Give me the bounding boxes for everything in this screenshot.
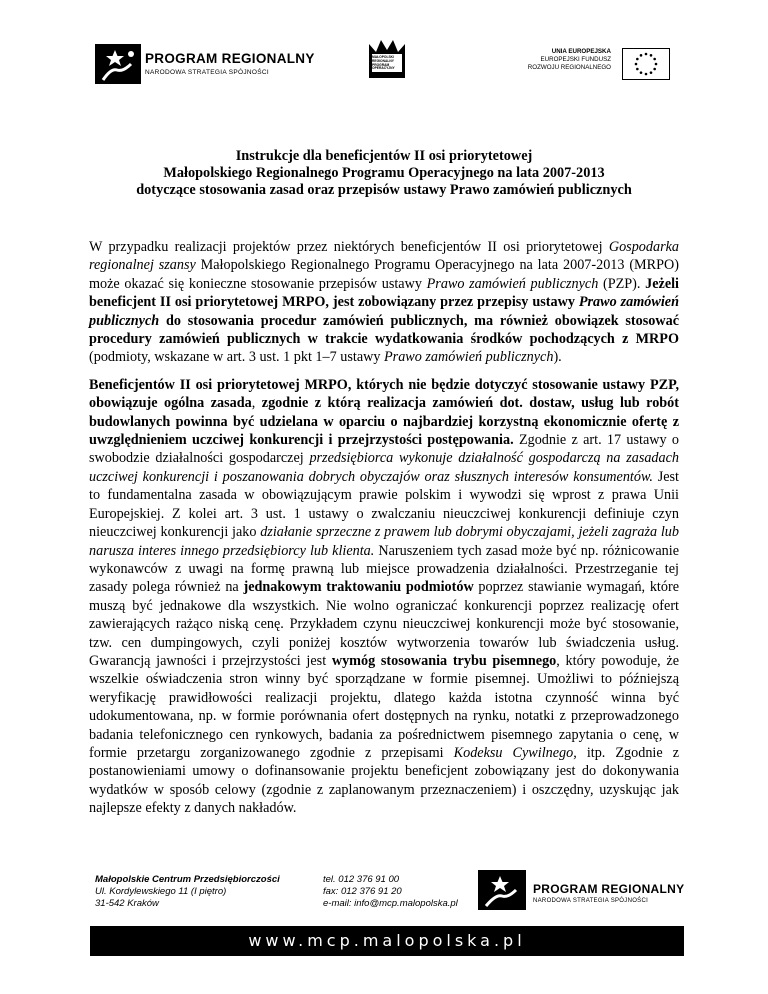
text-run: , który powoduje, że wszelkie oświadczenia stron winny być sporządzane w formie pisemnej. Umożliwi to późniejszą weryfikację prawidłowości realizacji projektu, dlatego każda istotna czynność winna być udokumentowana, np. w formie porównania ofert dostępnych na rynku, notatki z przeprowadzonego badania telefonicznego cen rynkowych, badania za pośrednictwem pisemnego zapytania o cenę, w formie przetargu zorganizowanego zgodnie z przepisami — [89, 652, 679, 761]
eu-star-icon — [650, 71, 653, 74]
text-run: (podmioty, wskazane w art. 3 ust. 1 pkt 1–7 ustawy — [89, 349, 384, 366]
eu-star-icon — [636, 58, 639, 61]
eu-logo-text: UNIA EUROPEJSKA EUROPEJSKI FUNDUSZ ROZWOJU REGIONALNEGO — [527, 48, 611, 71]
program-logo-title: PROGRAM REGIONALNY — [145, 51, 315, 66]
eu-star-icon — [636, 68, 639, 71]
text-run: Prawo zamówień publicznych — [426, 275, 599, 292]
text-run: Małopolskiego Regionalnego Programu Operacyjnego na lata 2007-2013 (MRPO) może okazać się konieczne stosowanie przepisów ustawy — [89, 257, 679, 292]
footer-street: Ul. Kordylewskiego 11 (I piętro) — [95, 886, 227, 897]
program-regionalny-logo — [95, 44, 315, 84]
eu-flag-icon — [622, 48, 670, 80]
footer-fax: fax: 012 376 91 20 — [323, 886, 402, 897]
paragraph-2 — [89, 376, 679, 818]
eu-star-icon — [645, 53, 648, 56]
text-run: poprzez stawianie wymagań, które muszą być jednakowe dla wszystkich. Nie wolno ograniczać konkurencji poprzez realizację ofert zawierających rażąco niską cenę. Przykładem czynu nieuczciwej konkurencji może być stosowanie, tzw. cen dumpingowych, czyli poniżej kosztów wytworzenia towarów lub świadczenia usług. Gwarancją jawności i przejrzystości jest — [89, 579, 679, 669]
footer-program-logo-subtitle: NARODOWA STRATEGIA SPÓJNOŚCI — [533, 898, 649, 904]
footer-program-logo-title: PROGRAM REGIONALNY — [533, 882, 685, 896]
eu-star-icon — [635, 63, 638, 66]
eu-star-icon — [653, 68, 656, 71]
paragraph-1 — [89, 238, 679, 367]
star-figure-icon — [95, 44, 141, 84]
document-body — [89, 238, 679, 827]
malopolska-logo-text: MAŁOPOLSKI REGIONALNY PROGRAM OPERACYJNY — [372, 55, 395, 71]
footer — [0, 868, 768, 994]
text-run: Beneficjentów II osi priorytetowej MRPO, których nie będzie dotyczyć stosowanie ustawy PZP, obowiązuje ogólna zasada — [89, 376, 679, 412]
text-run: , — [251, 395, 262, 412]
text-run: Naruszeniem tych zasad może być np. różnicowanie wykonawców z uwagi na formę prawną lub miejsce prowadzenia działalności. Przestrzeganie tej zasady polega również na — [89, 542, 679, 596]
text-run: (PZP). — [598, 275, 646, 292]
eu-star-icon — [640, 71, 643, 74]
footer-org-name: Małopolskie Centrum Przedsiębiorczości — [95, 874, 280, 885]
text-run: Zgodnie z art. 17 ustawy o swobodzie działalności gospodarczej — [89, 432, 680, 467]
footer-tel: tel. 012 376 91 00 — [323, 874, 400, 885]
eu-star-icon — [640, 54, 643, 57]
program-logo-subtitle: NARODOWA STRATEGIA SPÓJNOŚCI — [145, 69, 269, 76]
eu-logo — [510, 48, 670, 80]
text-run: Prawo zamówień publicznych — [89, 294, 679, 329]
text-run: Kodeksu Cywilnego — [453, 744, 574, 761]
text-run: do stosowania procedur zamówień publicznych, ma również obowiązek stosować procedury zamówień publicznych w trakcie wydatkowania środków pochodzących z MRPO — [89, 312, 679, 348]
text-run: Prawo zamówień publicznych — [384, 349, 554, 366]
text-run: , itp. Zgodnie z postanowieniami umowy o dofinansowanie projektu beneficjent zobowiązany jest do dokonywania wydatków w sposób celowy (zgodnie z zaplanowanym przeznaczeniem) i oszczędny, uzyskując jak najlepsze efekty z danych nakładów. — [89, 744, 680, 817]
text-run: Jeżeli beneficjent II osi priorytetowej MRPO, jest zobowiązany przez przepisy ustawy — [89, 275, 679, 311]
footer-website[interactable]: www.mcp.malopolska.pl — [90, 926, 684, 956]
footer-program-logo — [478, 870, 688, 910]
text-run: ). — [553, 349, 562, 366]
text-run: zgodnie z którą realizacja zamówień dot. dostaw, usług lub robót budowlanych powinna być udzielana w oparciu o najbardziej korzystną ekonomicznie ofertę z uwzględnieniem uczciwej konkurencji i przejrzystości postępowania. — [89, 395, 679, 449]
eu-star-icon — [655, 63, 658, 66]
footer-address — [95, 874, 280, 910]
eu-star-icon — [645, 73, 648, 76]
eu-star-icon — [650, 54, 653, 57]
footer-city: 31-542 Kraków — [95, 898, 159, 909]
footer-email[interactable]: e-mail: info@mcp.malopolska.pl — [323, 898, 458, 909]
text-run: W przypadku realizacji projektów przez niektórych beneficjentów II osi priorytetowej — [89, 239, 609, 255]
text-run: Gospodarka regionalnej szansy — [89, 239, 679, 274]
eu-star-icon — [653, 58, 656, 61]
text-run: wymóg stosowania trybu pisemnego — [331, 652, 557, 669]
text-run: Jest to fundamentalna zasada w obowiązującym prawie polskim i wywodzi się wprost z prawa Unii Europejskiej. Z kolei art. 3 ust. 1 ustawy o zwalczaniu nieuczciwej konkurencji definiuje czyn nieuczciwej konkurencji jako — [89, 468, 679, 541]
document-title: Instrukcje dla beneficjentów II osi priorytetowej Małopolskiego Regionalnego Programu Operacyjnego na lata 2007-2013 dotyczące stosowania zasad oraz przepisów ustawy Prawo zamówień publicznych — [136, 148, 632, 198]
text-run: działanie sprzeczne z prawem lub dobrymi obyczajami, jeżeli zagraża lub narusza interes innego przedsiębiorcy lub klienta. — [89, 524, 679, 559]
star-figure-icon — [478, 870, 526, 910]
malopolska-logo — [366, 34, 408, 84]
text-run: jednakowym traktowaniu podmiotów — [243, 579, 474, 596]
text-run: przedsiębiorca wykonuje działalność gospodarczą na zasadach uczciwej konkurencji i poszanowania dobrych obyczajów oraz słusznych interesów konsumentów. — [89, 450, 680, 485]
footer-contact — [323, 874, 458, 910]
